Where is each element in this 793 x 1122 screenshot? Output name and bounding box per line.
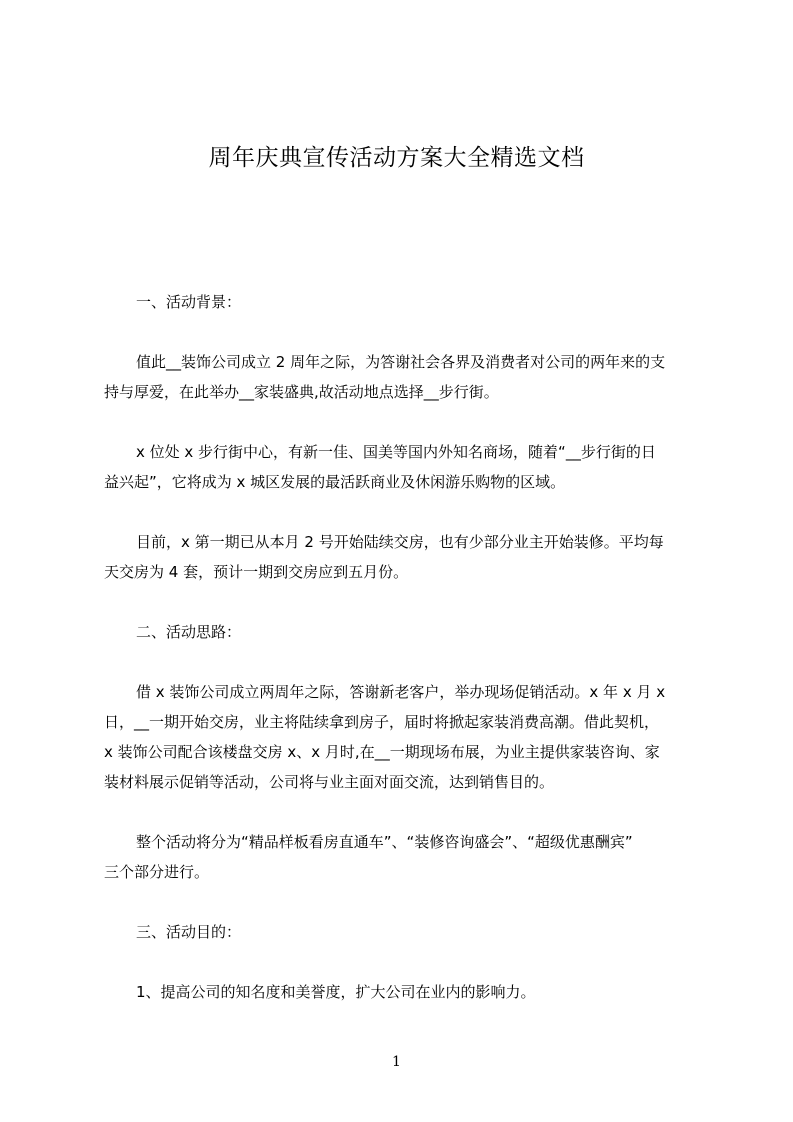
text-line: x 位处 x 步行街中心，有新一佳、国美等国内外知名商场，随着“__步行街的日	[136, 443, 656, 461]
paragraph	[104, 677, 700, 797]
section-heading	[104, 917, 700, 947]
text-line: 整个活动将分为“精品样板看房直通车”、“装修咨询盛会”、“超级优惠酬宾”	[136, 833, 633, 851]
text-line: 借 x 装饰公司成立两周年之际，答谢新老客户，举办现场促销活动。x 年 x 月 x	[136, 683, 666, 701]
text-line: x 装饰公司配合该楼盘交房 x、x 月时,在__一期现场布展，为业主提供家装咨询、家	[104, 743, 660, 761]
text-line: 益兴起”，它将成为 x 城区发展的最活跃商业及休闲游乐购物的区域。	[104, 473, 566, 491]
paragraph	[104, 977, 700, 1007]
text-line: 持与厚爱，在此举办__家装盛典,故活动地点选择__步行街。	[104, 383, 499, 401]
document-title: 周年庆典宣传活动方案大全精选文档	[208, 145, 585, 171]
text-line: 三、活动目的：	[136, 923, 242, 941]
text-line: 二、活动思路：	[136, 623, 242, 641]
page-number: 1	[392, 1054, 401, 1070]
section-heading	[104, 617, 700, 647]
paragraph	[104, 827, 700, 887]
paragraph	[104, 527, 700, 587]
section-heading	[104, 287, 700, 317]
text-line: 1、提高公司的知名度和美誉度，扩大公司在业内的影响力。	[136, 983, 536, 1001]
text-line: 日，__一期开始交房，业主将陆续拿到房子，届时将掀起家装消费高潮。借此契机，	[104, 713, 660, 731]
paragraph	[104, 347, 700, 407]
text-line: 目前，x 第一期已从本月 2 号开始陆续交房，也有少部分业主开始装修。平均每	[136, 533, 664, 551]
text-line: 三个部分进行。	[104, 863, 210, 881]
document-body	[104, 287, 700, 1037]
text-line: 天交房为 4 套，预计一期到交房应到五月份。	[104, 563, 409, 581]
text-line: 值此__装饰公司成立 2 周年之际，为答谢社会各界及消费者对公司的两年来的支	[136, 353, 666, 371]
paragraph	[104, 437, 700, 497]
text-line: 一、活动背景：	[136, 293, 242, 311]
text-line: 装材料展示促销等活动，公司将与业主面对面交流，达到销售目的。	[104, 773, 555, 791]
